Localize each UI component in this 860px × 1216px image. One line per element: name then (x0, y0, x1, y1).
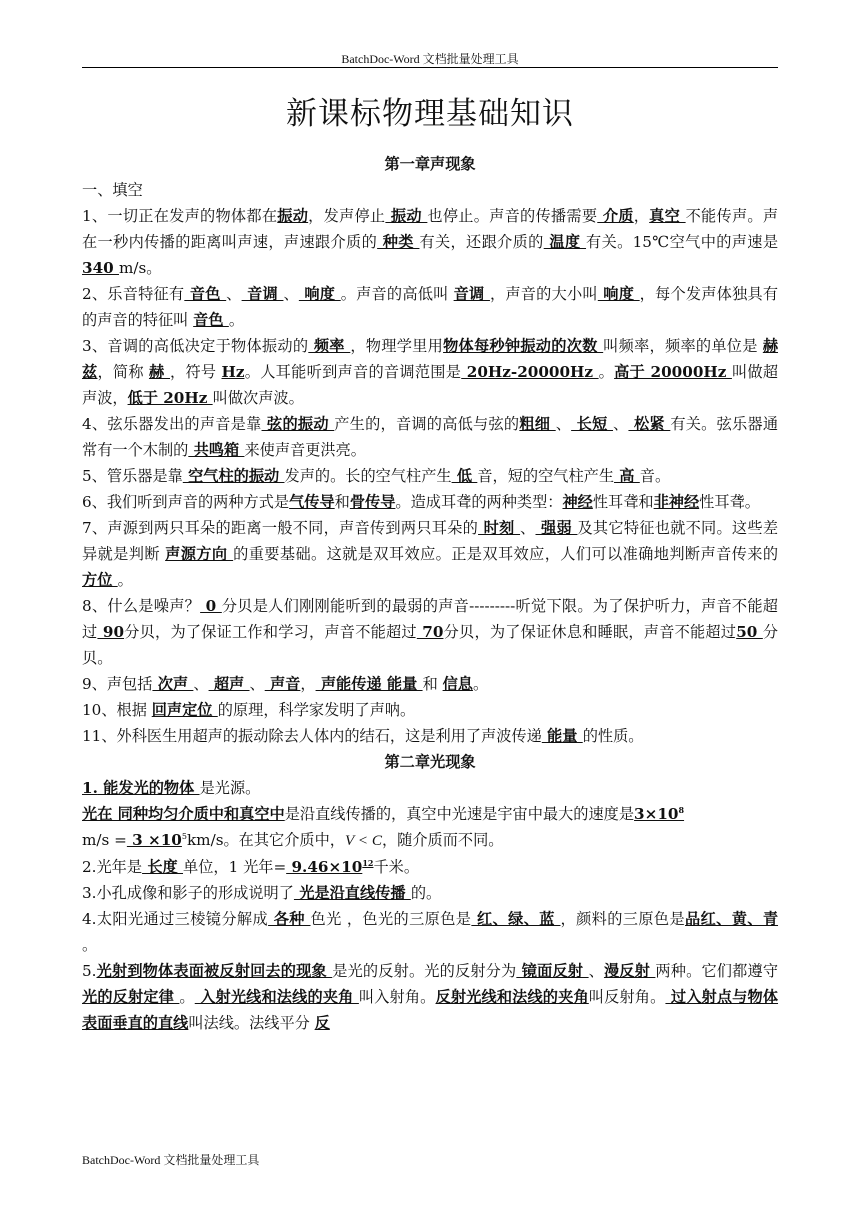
paragraph-light-2: 光在 同种均匀介质中和真空中是沿直线传播的，真空中光速是宇宙中最大的速度是$3\times 10^8$ $m/s = 3 \times 10^5km/s$。在其它介质中，V < C，随介质而不同。 (82, 805, 685, 849)
section-fill-in: 一、填空 (82, 181, 143, 199)
page-footer: BatchDoc-Word 文档批量处理工具 (82, 1153, 260, 1167)
paragraph-q11: 11、外科医生用超声的振动除去人体内的结石，这是利用了声波传递 能量 的性质。 (82, 727, 644, 745)
chapter-1-heading: 第一章声现象 (384, 155, 476, 173)
paragraph-q7: 7、声源到两只耳朵的距离一般不同，声音传到两只耳朵的 时刻 、 强弱 及其它特征也就不同。这些差异就是判断 声源方向 的重要基础。这就是双耳效应。正是双耳效应，人们可以准确地判断声音传来的 方位 。 (82, 519, 779, 589)
paragraph-light-6: 5.光射到物体表面被反射回去的现象 是光的反射。光的反射分为 镜面反射 、漫反射 两种。它们都遵守 光的反射定律 。 入射光线和法线的夹角 叫入射角。反射光线和法线的夹角叫反射角。 过入射点与物体表面垂直的直线叫法线。法线平分 反 (82, 962, 779, 1032)
paragraph-q1: 1、一切正在发声的物体都在振动，发声停止 振动 也停止。声音的传播需要 介质，真空 不能传声。声在一秒内传播的距离叫声速，声速跟介质的 种类 有关，还跟介质的 温度 有关。15℃空气中的声速是 340 m/s。 (82, 207, 779, 277)
page-header: BatchDoc-Word 文档批量处理工具 (341, 52, 519, 66)
paragraph-q6: 6、我们听到声音的两种方式是气传导和骨传导。造成耳聋的两种类型：神经性耳聋和非神经性耳聋。 (82, 493, 760, 511)
paragraph-q8: 8、什么是噪声？ 0 分贝是人们刚刚能听到的最弱的声音---------听觉下限。为了保护听力，声音不能超过 90分贝，为了保证工作和学习，声音不能超过 70分贝，为了保证休息和睡眠，声音不能超过50 分贝。 (82, 597, 779, 667)
paragraph-q5: 5、管乐器是靠 空气柱的振动 发声的。长的空气柱产生 低 音，短的空气柱产生 高 音。 (82, 467, 671, 485)
paragraph-light-4: 3.小孔成像和影子的形成说明了 光是沿直线传播 的。 (82, 884, 442, 902)
paragraph-q10: 10、根据 回声定位 的原理，科学家发明了声呐。 (82, 701, 416, 719)
paragraph-light-1: 1. 能发光的物体 是光源。 (82, 779, 261, 797)
paragraph-light-5: 4.太阳光通过三棱镜分解成 各种 色光 ，色光的三原色是 红、绿、蓝 ，颜料的三原色是品红、黄、青 。 (82, 910, 779, 954)
document-body (82, 151, 778, 1036)
document-title: 新课标物理基础知识 (286, 96, 574, 132)
paragraph-q3: 3、音调的高低决定于物体振动的 频率 ，物理学里用物体每秒钟振动的次数 叫频率，频率的单位是 赫兹，简称 赫 ，符号 Hz。人耳能听到声音的音调范围是 20Hz-20000Hz 。高于 20000Hz 叫做超声波，低于 20Hz 叫做次声波。 (82, 337, 779, 407)
header-rule (82, 67, 778, 68)
paragraph-light-3: 2.光年是 长度 单位，1 光年= $9.46\times 10^{12}$千米。 (82, 858, 420, 876)
paragraph-q2: 2、乐音特征有 音色 、 音调 、 响度 。声音的高低叫 音调 ，声音的大小叫 响度 ，每个发声体独具有的声音的特征叫 音色 。 (82, 285, 779, 329)
chapter-2-heading: 第二章光现象 (384, 753, 476, 771)
paragraph-q4: 4、弦乐器发出的声音是靠 弦的振动 产生的，音调的高低与弦的粗细 、 长短 、 松紧 有关。弦乐器通常有一个木制的 共鸣箱 来使声音更洪亮。 (82, 415, 779, 459)
paragraph-q9: 9、声包括 次声 、 超声 、 声音， 声能传递 能量 和 信息。 (82, 675, 489, 693)
